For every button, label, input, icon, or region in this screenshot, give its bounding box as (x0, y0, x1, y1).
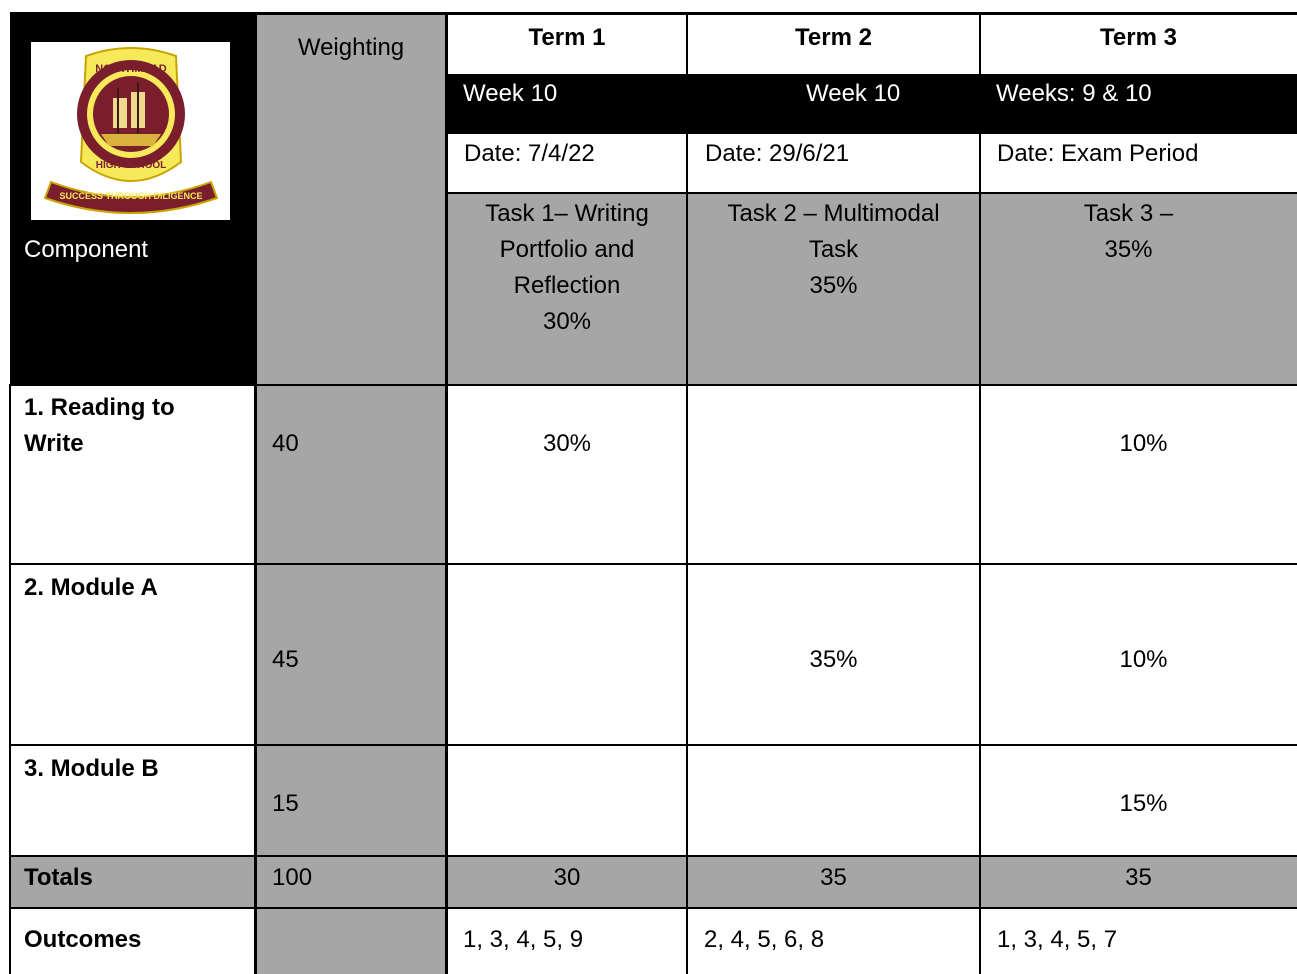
grid-line (255, 12, 1297, 15)
task-line: 35% (1104, 236, 1153, 263)
weighting-label: Weighting (297, 34, 405, 61)
term-1-task (447, 194, 687, 384)
task-line: Task 2 – Multimodal (727, 200, 940, 227)
term-3-date: Date: Exam Period (997, 140, 1199, 167)
term-3-title: Term 3 (980, 20, 1297, 64)
outcomes-term-1: 1, 3, 4, 5, 9 (463, 926, 584, 953)
grid-line (686, 12, 688, 974)
outcomes-label: Outcomes (24, 926, 142, 953)
term-1-week: Week 10 (463, 80, 558, 107)
task-line: 35% (809, 272, 858, 299)
outcomes-term-2: 2, 4, 5, 6, 8 (704, 926, 825, 953)
totals-term-3: 35 (1125, 864, 1152, 891)
row-3-component: 3. Module B (24, 755, 159, 782)
grid-line (9, 744, 1297, 746)
grid-line (254, 12, 257, 974)
term-3-task (980, 194, 1297, 384)
row-2-component: 2. Module A (24, 574, 158, 601)
term-1-title: Term 1 (447, 20, 687, 64)
grid-line (9, 384, 1297, 386)
row-3-weighting: 15 (272, 790, 299, 817)
grid-line (979, 12, 981, 974)
totals-label: Totals (24, 864, 93, 891)
task-line: Portfolio and (499, 236, 635, 263)
task-line: Task (808, 236, 859, 263)
svg-text:SUCCESS THROUGH DILIGENCE: SUCCESS THROUGH DILIGENCE (59, 191, 203, 201)
totals-term-1: 30 (553, 864, 581, 891)
term-2-week: Week 10 (806, 80, 901, 107)
term-2-date: Date: 29/6/21 (705, 140, 850, 167)
row-2-term-2: 35% (809, 646, 858, 673)
school-logo (31, 42, 230, 220)
term-2-task (687, 194, 980, 384)
term-3-week: Weeks: 9 & 10 (996, 80, 1152, 107)
task-line: Reflection (513, 272, 621, 299)
component-label: Component (24, 236, 149, 263)
crest-icon (31, 42, 230, 220)
row-2-term-3: 10% (1119, 646, 1168, 673)
totals-term-2: 35 (820, 864, 847, 891)
task-line: Task 1– Writing (485, 200, 649, 227)
grid-line (9, 384, 11, 974)
task-line: 30% (542, 308, 592, 335)
task-line: Task 3 – (1083, 200, 1174, 227)
component-header-cell (10, 12, 255, 384)
weighting-header-cell (255, 12, 447, 384)
grid-line (9, 907, 1297, 909)
svg-text:HIGH SCHOOL: HIGH SCHOOL (95, 160, 167, 171)
row-1-weighting: 40 (272, 430, 299, 457)
term-2-title: Term 2 (687, 20, 980, 64)
row-1-component: 1. Reading to Write (24, 394, 175, 457)
grid-line (445, 12, 448, 974)
grid-line (9, 563, 1297, 565)
grid-line (9, 855, 1297, 857)
svg-text:NORTHMEAD: NORTHMEAD (95, 63, 167, 75)
outcomes-term-3: 1, 3, 4, 5, 7 (997, 926, 1118, 953)
row-3-term-3: 15% (1119, 790, 1168, 817)
row-1-term-1: 30% (542, 430, 592, 457)
term-1-date: Date: 7/4/22 (464, 140, 595, 167)
totals-weighting: 100 (272, 864, 313, 891)
row-2-weighting: 45 (272, 646, 299, 673)
grid-line (447, 192, 1297, 194)
row-1-term-3: 10% (1119, 430, 1168, 457)
